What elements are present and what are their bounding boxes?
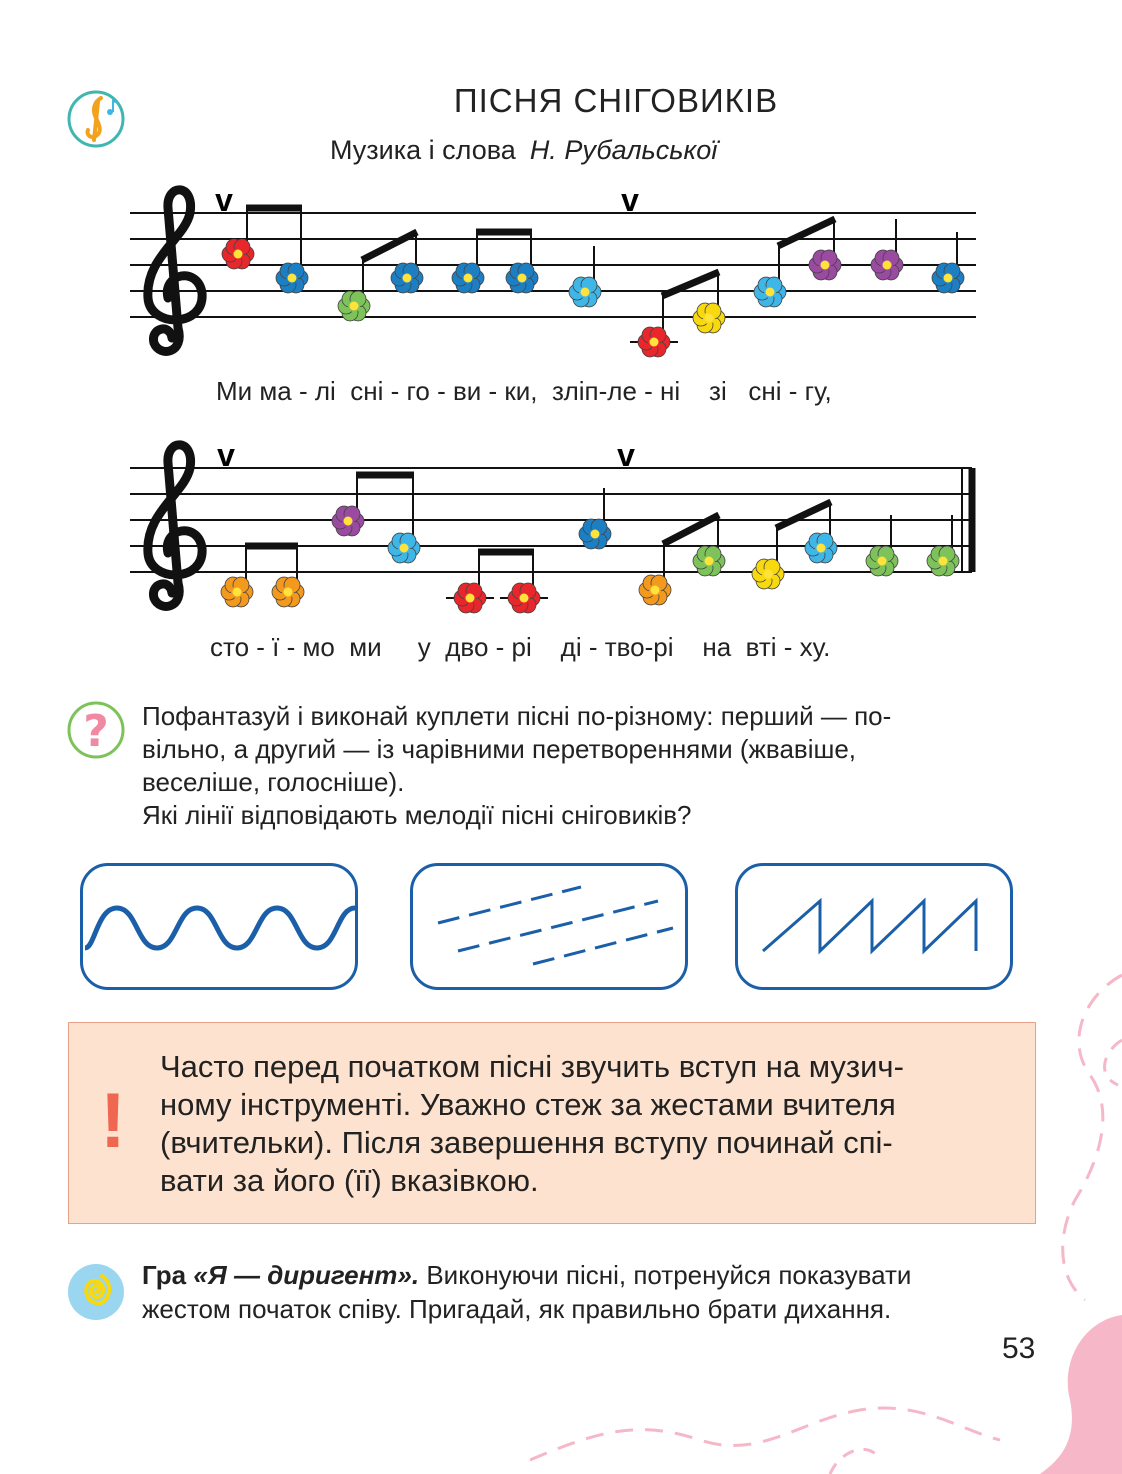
- flower-note: [927, 546, 959, 576]
- song-credits: [330, 135, 717, 166]
- breath-mark: v: [215, 182, 233, 218]
- info-line: ному інструменті. Уважно стеж за жестами вчителя: [160, 1087, 896, 1122]
- flower-note: [508, 583, 540, 613]
- treble-clef: [148, 190, 202, 352]
- info-text: [160, 1048, 1020, 1200]
- task-line: Пофантазуй і виконай куплети пісні по-різному: перший — по-: [142, 701, 892, 731]
- flower-note: [276, 263, 308, 293]
- treble-clef: [148, 445, 202, 607]
- lyrics-line-2: сто - ї - мо ми у дво - рі ді - тво-рі на вті - ху.: [210, 632, 831, 662]
- music-staff-2: [0, 430, 1122, 620]
- breath-mark: v: [621, 182, 639, 218]
- flower-note: [866, 546, 898, 576]
- page-title: ПІСНЯ СНІГОВИКІВ: [453, 82, 779, 119]
- wave-line-icon: [83, 866, 355, 987]
- breath-mark: v: [217, 437, 235, 473]
- spiral-icon: [66, 1262, 126, 1322]
- dashed-lines-icon: [413, 866, 685, 987]
- breath-mark: v: [617, 437, 635, 473]
- flower-note: [693, 546, 725, 576]
- game-line-1-rest: Виконуючи пісні, потренуйся показувати: [419, 1260, 912, 1290]
- flower-note: [639, 575, 671, 605]
- wave-line-option[interactable]: [80, 863, 358, 990]
- game-name: «Я — диригент».: [193, 1260, 420, 1290]
- dashed-lines-option[interactable]: [410, 863, 688, 990]
- game-text: [142, 1258, 1037, 1326]
- flower-note: [506, 263, 538, 293]
- flower-note: [871, 250, 903, 280]
- flower-note: [221, 577, 253, 607]
- credits-author: Н. Рубальської: [529, 135, 718, 165]
- flower-note: [272, 577, 304, 607]
- flower-note: [454, 583, 486, 613]
- task-line: вільно, а другий — із чарівними перетвореннями (жвавіше,: [142, 734, 857, 764]
- game-line-2: жестом початок співу. Пригадай, як правильно брати дихання.: [142, 1294, 892, 1324]
- flower-note: [388, 533, 420, 563]
- flower-note: [638, 327, 670, 357]
- flower-note: [332, 506, 364, 536]
- flower-note: [579, 519, 611, 549]
- task-question: Які лінії відповідають мелодії пісні сніговиків?: [142, 800, 692, 830]
- task-line: веселіше, голосніше).: [142, 767, 405, 797]
- flower-note: [452, 263, 484, 293]
- svg-text:?: ?: [83, 706, 109, 757]
- flower-note: [222, 239, 254, 269]
- flower-note: [754, 277, 786, 307]
- flower-note: [391, 263, 423, 293]
- flower-note: [338, 291, 370, 321]
- game-line-1: [142, 1258, 1037, 1292]
- info-line: (вчительки). Після завершення вступу починай спі-: [160, 1125, 893, 1160]
- music-staff-1: [0, 175, 1122, 365]
- zigzag-line-icon: [738, 866, 1010, 987]
- task-text: [142, 700, 1037, 832]
- credits-label: Музика і слова: [330, 135, 516, 165]
- flower-note: [752, 559, 784, 589]
- exclamation-icon: !: [100, 1076, 126, 1164]
- flower-note: [932, 263, 964, 293]
- lyrics-line-1: Ми ма - лі сні - го - ви - ки, зліп-ле - ні зі сні - гу,: [216, 376, 832, 406]
- game-prefix: Гра: [142, 1260, 194, 1290]
- flower-note: [693, 303, 725, 333]
- info-line: вати за його (її) вказівкою.: [160, 1163, 539, 1198]
- info-line: Часто перед початком пісні звучить вступ на музич-: [160, 1049, 904, 1084]
- question-icon: [66, 700, 126, 760]
- flower-note: [809, 250, 841, 280]
- flower-note: [805, 533, 837, 563]
- zigzag-line-option[interactable]: [735, 863, 1013, 990]
- page-number: 53: [1002, 1332, 1036, 1365]
- flower-note: [569, 277, 601, 307]
